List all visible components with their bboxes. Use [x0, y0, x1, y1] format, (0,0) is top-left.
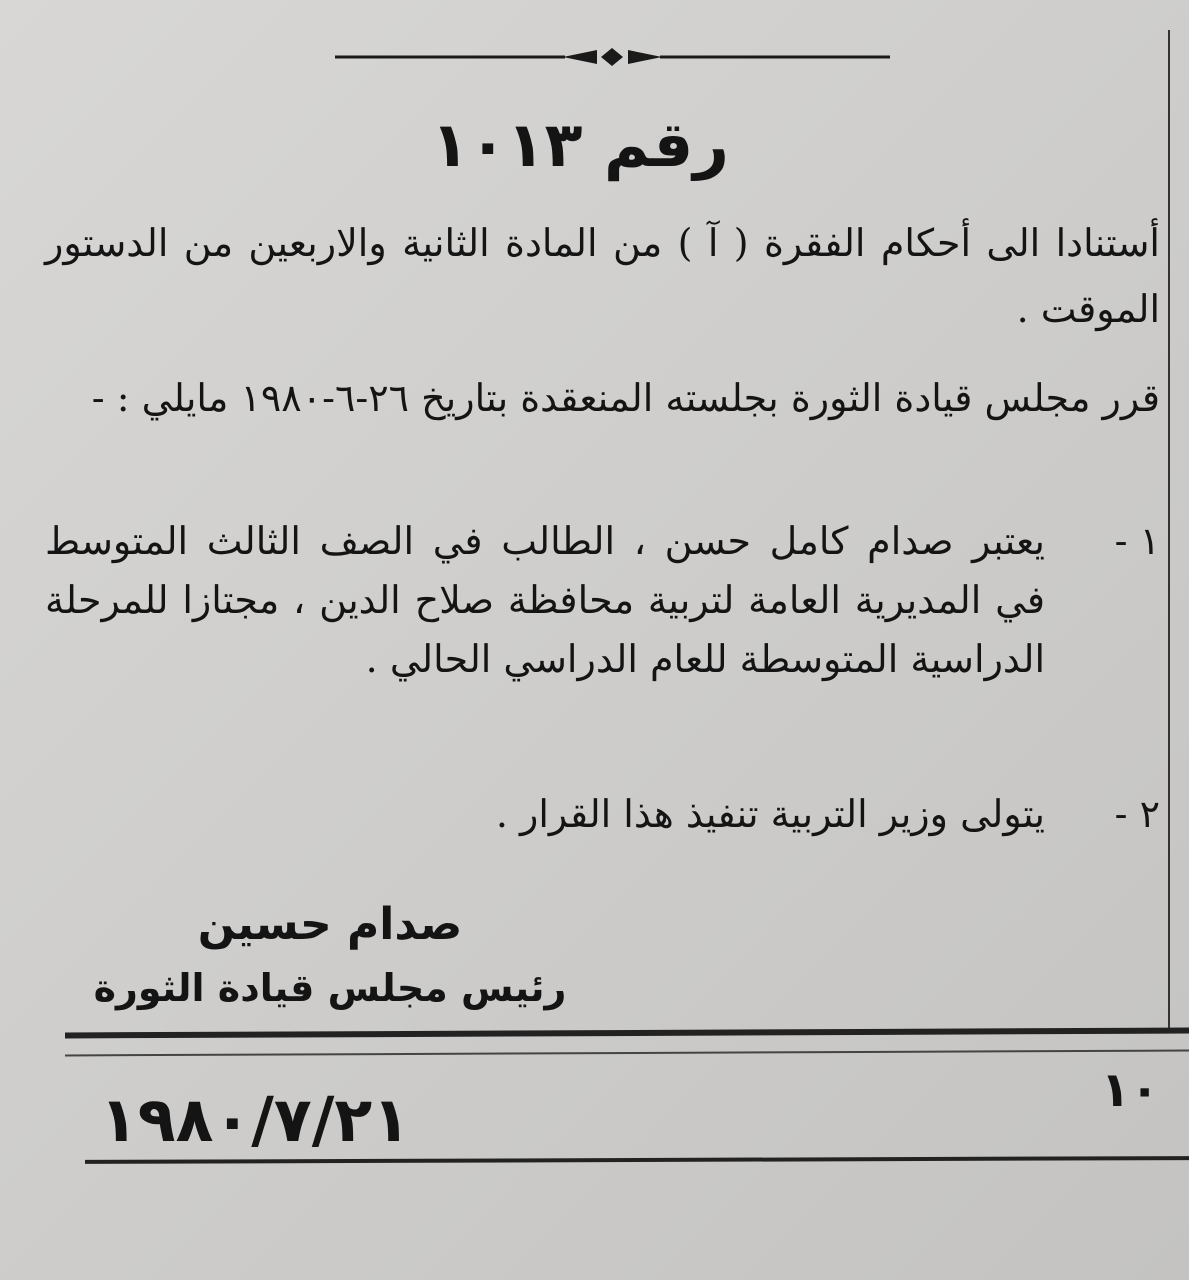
right-margin-rule: [1168, 30, 1170, 1030]
issue-date: ١٩٨٠/٧/٢١: [99, 1083, 411, 1156]
signature-block: [60, 893, 600, 1019]
signatory-name: صدام حسين: [197, 899, 463, 950]
item-number: ٢ -: [1114, 792, 1160, 836]
decree-number: رقم ١٠١٣: [431, 108, 729, 181]
item-text: يتولى وزير التربية تنفيذ هذا القرار .: [495, 792, 1045, 836]
signatory-title: رئيس مجلس قيادة الثورة: [93, 966, 567, 1010]
page-number: ١٠: [1100, 1062, 1160, 1118]
footer-rule-thin: [65, 1050, 1189, 1057]
resolution-paragraph: قرر مجلس قيادة الثورة بجلسته المنعقدة بتاريخ ٢٦-٦-١٩٨٠ مايلي : -: [91, 376, 1160, 420]
list-item: [45, 512, 1160, 689]
item-text: يعتبر صدام كامل حسن ، الطالب في الصف الثالث المتوسط في المديرية العامة لتربية محافظة صلاح الدين ، مجتازا للمرحلة الدراسية المتوسطة للعام الدراسي الحالي .: [45, 519, 1045, 681]
ornament-divider: [335, 47, 890, 67]
preamble-paragraph: أستنادا الى أحكام الفقرة ( آ ) من المادة الثانية والاربعين من الدستور الموقت .: [45, 221, 1160, 331]
list-item: [45, 785, 1160, 844]
footer-rule: [65, 1028, 1189, 1039]
item-number: ١ -: [1114, 519, 1160, 563]
